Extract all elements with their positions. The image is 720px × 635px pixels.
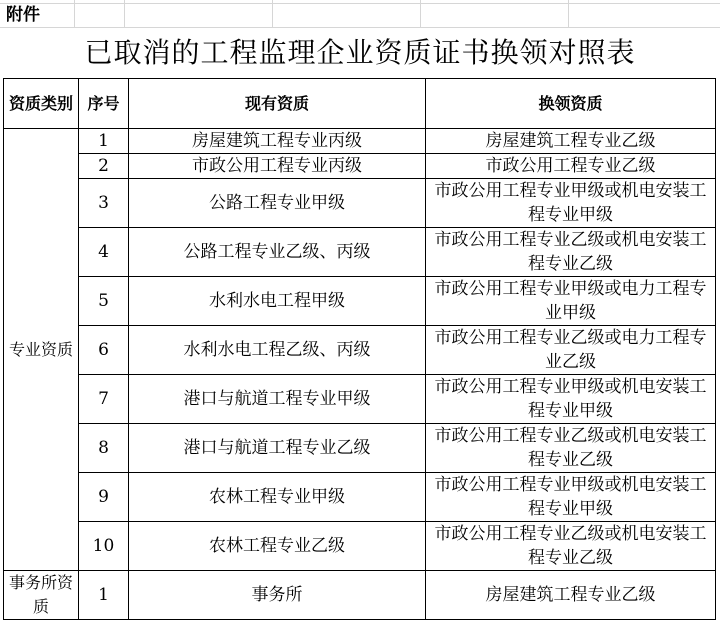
current-qualification: 房屋建筑工程专业丙级 (129, 129, 426, 154)
current-qualification: 港口与航道工程专业乙级 (129, 424, 426, 473)
row-number: 5 (79, 277, 129, 326)
table-row (4, 473, 716, 522)
row-number: 1 (79, 571, 129, 620)
table-row (4, 522, 716, 571)
replacement-qualification: 市政公用工程专业乙级或电力工程专业乙级 (426, 326, 716, 375)
current-qualification: 农林工程专业乙级 (129, 522, 426, 571)
table-row (4, 424, 716, 473)
current-qualification: 公路工程专业乙级、丙级 (129, 228, 426, 277)
current-qualification: 港口与航道工程专业甲级 (129, 375, 426, 424)
row-number: 8 (79, 424, 129, 473)
header-category: 资质类别 (4, 79, 79, 129)
category-cell-professional: 专业资质 (4, 129, 79, 571)
current-qualification: 水利水电工程乙级、丙级 (129, 326, 426, 375)
replacement-qualification: 市政公用工程专业乙级 (426, 154, 716, 179)
row-number: 4 (79, 228, 129, 277)
current-qualification: 公路工程专业甲级 (129, 179, 426, 228)
row-number: 7 (79, 375, 129, 424)
table-row (4, 571, 716, 620)
replacement-qualification: 市政公用工程专业乙级或机电安装工程专业乙级 (426, 424, 716, 473)
current-qualification: 市政公用工程专业丙级 (129, 154, 426, 179)
header-number: 序号 (79, 79, 129, 129)
current-qualification: 水利水电工程甲级 (129, 277, 426, 326)
replacement-qualification: 房屋建筑工程专业乙级 (426, 129, 716, 154)
table-row (4, 375, 716, 424)
row-number: 2 (79, 154, 129, 179)
row-number: 10 (79, 522, 129, 571)
attachment-label: 附件 (6, 5, 40, 25)
replacement-qualification: 市政公用工程专业乙级或机电安装工程专业乙级 (426, 228, 716, 277)
replacement-qualification: 市政公用工程专业甲级或电力工程专业甲级 (426, 277, 716, 326)
category-cell-firm: 事务所资质 (4, 571, 79, 620)
replacement-qualification: 市政公用工程专业甲级或机电安装工程专业甲级 (426, 473, 716, 522)
replacement-qualification: 市政公用工程专业甲级或机电安装工程专业甲级 (426, 179, 716, 228)
table-row (4, 129, 716, 154)
current-qualification: 农林工程专业甲级 (129, 473, 426, 522)
header-current: 现有资质 (129, 79, 426, 129)
header-replacement: 换领资质 (426, 79, 716, 129)
replacement-qualification: 房屋建筑工程专业乙级 (426, 571, 716, 620)
row-number: 3 (79, 179, 129, 228)
table-row (4, 277, 716, 326)
row-number: 1 (79, 129, 129, 154)
table-row (4, 179, 716, 228)
replacement-qualification: 市政公用工程专业甲级或机电安装工程专业甲级 (426, 375, 716, 424)
table-header-row (4, 79, 716, 129)
document-title: 已取消的工程监理企业资质证书换领对照表 (84, 36, 636, 69)
row-number: 6 (79, 326, 129, 375)
table-row (4, 154, 716, 179)
table-row (4, 326, 716, 375)
qualification-mapping-table (3, 78, 716, 620)
table-row (4, 228, 716, 277)
replacement-qualification: 市政公用工程专业乙级或机电安装工程专业乙级 (426, 522, 716, 571)
row-number: 9 (79, 473, 129, 522)
current-qualification: 事务所 (129, 571, 426, 620)
